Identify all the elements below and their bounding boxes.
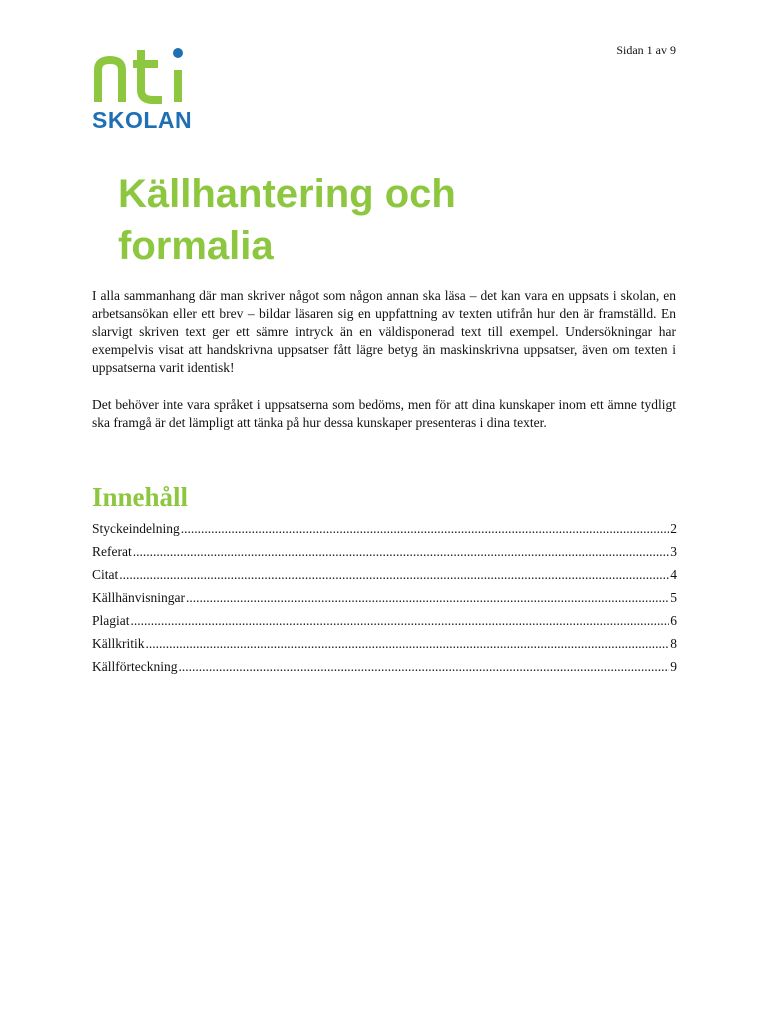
toc-dot-leader [181, 521, 670, 537]
page-indicator: Sidan 1 av 9 [616, 43, 676, 57]
toc-entry-page: 6 [670, 613, 677, 628]
intro-paragraph: Det behöver inte vara språket i uppsatserna som bedöms, men för att dina kunskaper inom ett ämne tydligt ska framgå är det lämpligt att tänka på hur dessa kunskaper presenteras i dina texter. [92, 397, 676, 430]
toc-entry-label: Citat [92, 567, 119, 582]
nti-skolan-logo [92, 44, 192, 134]
toc-dot-leader [178, 659, 669, 675]
toc-dot-leader [131, 613, 670, 629]
toc-entry-label: Styckeindelning [92, 521, 180, 536]
toc-dot-leader [146, 636, 670, 652]
toc-entry-page: 3 [670, 544, 677, 559]
toc-entry-label: Referat [92, 544, 132, 559]
toc-entry-kallhanvisningar[interactable] [92, 590, 677, 613]
logo-school-text: SKOLAN [92, 107, 193, 133]
toc-entry-page: 8 [670, 636, 677, 651]
intro-paragraph: I alla sammanhang där man skriver något som någon annan ska läsa – det kan vara en uppsats i skolan, en arbetsansökan eller ett brev – bildar läsaren sig en uppfattning av texten utifrån hur den är framställd. En slarvigt skriven text ger ett sämre intryck än en väldisponerad text till exempel. Undersökningar har exempelvis visat att handskrivna uppsatser fått lägre betyg än maskinskrivna uppsatser, även om texten i uppsatserna varit identisk! [92, 288, 676, 375]
document-title: Källhantering och formalia [118, 172, 456, 268]
table-of-contents [92, 521, 677, 682]
toc-entry-label: Källkritik [92, 636, 145, 651]
toc-entry-kallkritik[interactable] [92, 636, 677, 659]
toc-entry-page: 5 [670, 590, 677, 605]
toc-entry-label: Källhänvisningar [92, 590, 185, 605]
toc-entry-label: Plagiat [92, 613, 130, 628]
toc-entry-styckeindelning[interactable] [92, 521, 677, 544]
toc-entry-page: 9 [670, 659, 677, 674]
toc-dot-leader [186, 590, 669, 606]
toc-entry-plagiat[interactable] [92, 613, 677, 636]
intro-text [92, 287, 676, 451]
toc-dot-leader [133, 544, 670, 560]
toc-entry-referat[interactable] [92, 544, 677, 567]
toc-entry-page: 2 [670, 521, 677, 536]
toc-entry-label: Källförteckning [92, 659, 178, 674]
toc-dot-leader [119, 567, 669, 583]
toc-entry-page: 4 [670, 567, 677, 582]
toc-entry-kallforteckning[interactable] [92, 659, 677, 682]
toc-heading: Innehåll [92, 482, 189, 512]
toc-entry-citat[interactable] [92, 567, 677, 590]
nti-wordmark [92, 44, 192, 104]
